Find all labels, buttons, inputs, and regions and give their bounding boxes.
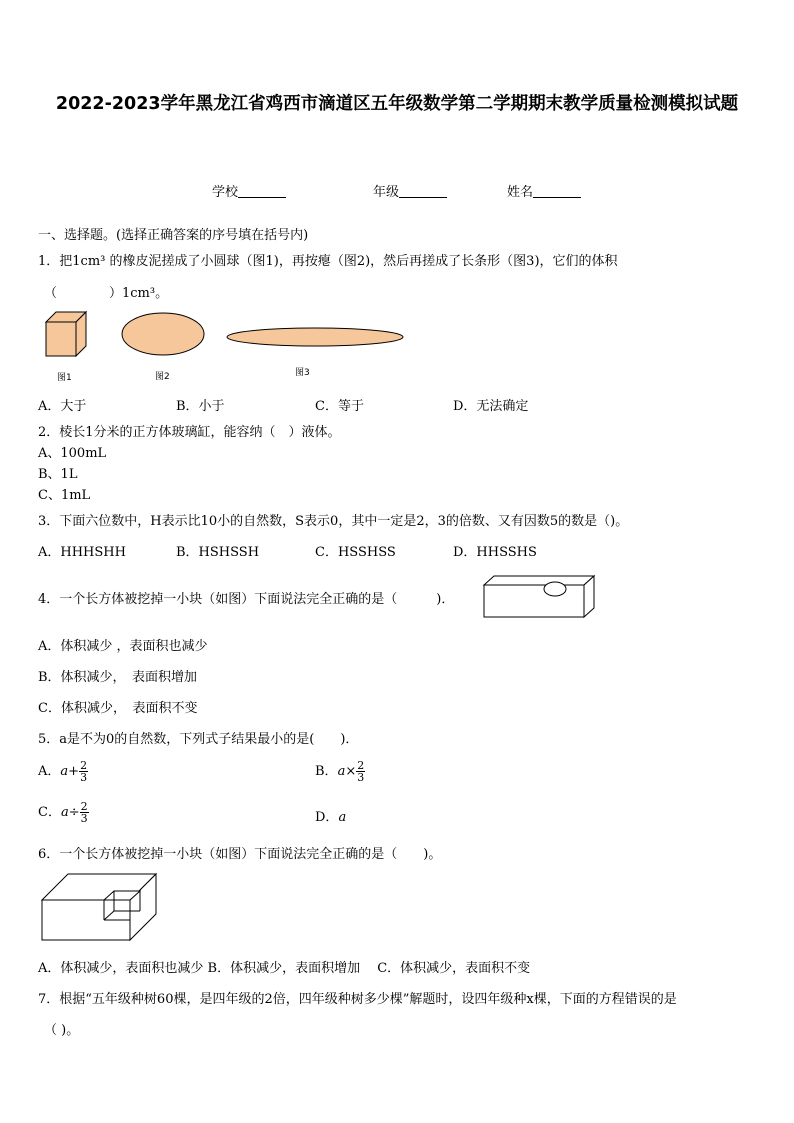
q2-option-b[interactable]: B、1L xyxy=(38,467,78,482)
q3-option-b[interactable]: B．HSHSSH xyxy=(176,545,260,560)
name-field xyxy=(507,181,581,200)
q5-c-label: C． xyxy=(38,805,61,820)
q4-option-a[interactable]: A．体积减少 ，表面积也减少 xyxy=(38,639,208,654)
q5-a-fraction: $\frac{2}{3}$ xyxy=(80,759,88,784)
school-blank[interactable] xyxy=(238,185,286,198)
q5-a-op: + xyxy=(68,764,80,779)
q1-option-a[interactable]: A．大于 xyxy=(38,399,87,414)
q2-option-a[interactable]: A、100mL xyxy=(38,446,107,461)
q5-b-op: × xyxy=(345,764,357,779)
q4-figure-box xyxy=(484,575,596,619)
section-heading: 一、选择题。(选择正确答案的序号填在括号内) xyxy=(38,228,309,243)
page-title: 2022-2023学年黑龙江省鸡西市滴道区五年级数学第二学期期末教学质量检测模拟试题 xyxy=(55,94,739,114)
q5-c-var: a xyxy=(60,805,69,820)
q4-stem: 4．一个长方体被挖掉一小块（如图）下面说法完全正确的是（ )． xyxy=(38,592,455,607)
q1-fig3-label: 图3 xyxy=(295,368,310,378)
q4-option-b[interactable]: B．体积减少， 表面积增加 xyxy=(38,670,198,685)
q1-stem-cont: （ ）1cm³。 xyxy=(44,286,169,301)
q5-b-var: a xyxy=(337,764,346,779)
q1-fig1-label: 图1 xyxy=(57,373,72,383)
grade-blank[interactable] xyxy=(399,185,447,198)
name-label: 姓名 xyxy=(507,185,534,200)
q5-b-label: B． xyxy=(315,764,338,779)
q5-stem: 5．a是不为0的自然数，下列式子结果最小的是( )． xyxy=(38,732,359,747)
q5-c-op: ÷ xyxy=(68,805,80,820)
q7-stem: 7．根据“五年级种树60棵，是四年级的2倍，四年级种树多少棵”解题时，设四年级种x棵，下面的方程错误的是 xyxy=(38,992,677,1007)
q2-stem: 2．棱长1分米的正方体玻璃缸，能容纳（ ）液体。 xyxy=(38,425,341,440)
q5-c-fraction: $\frac{2}{3}$ xyxy=(80,800,88,825)
q1-figure-cube xyxy=(46,312,86,358)
q4-option-c[interactable]: C．体积减少， 表面积不变 xyxy=(38,701,198,716)
q5-option-b[interactable] xyxy=(315,760,365,783)
q1-option-d[interactable]: D．无法确定 xyxy=(453,399,529,414)
q5-option-d[interactable] xyxy=(315,806,346,825)
q6-stem: 6．一个长方体被挖掉一小块（如图）下面说法完全正确的是（ )。 xyxy=(38,847,442,862)
q6-options[interactable]: A．体积减少，表面积也减少 B．体积减少，表面积增加 C．体积减少，表面积不变 xyxy=(38,961,531,976)
q5-d-var: a xyxy=(338,810,347,825)
q1-figure-disk xyxy=(120,312,206,358)
q7-stem-cont: （ )。 xyxy=(44,1023,80,1038)
q6-figure-box xyxy=(42,873,158,943)
q5-b-fraction: $\frac{2}{3}$ xyxy=(357,759,365,784)
q1-figure-strip xyxy=(226,326,406,348)
q5-option-a[interactable] xyxy=(38,760,88,783)
q2-option-c[interactable]: C、1mL xyxy=(38,488,91,503)
name-blank[interactable] xyxy=(533,185,581,198)
q5-option-c[interactable] xyxy=(38,801,89,824)
q5-d-label: D． xyxy=(315,810,339,825)
q3-stem: 3．下面六位数中，H表示比10小的自然数，S表示0，其中一定是2，3的倍数、又有因数5的数是（)。 xyxy=(38,514,629,529)
school-label: 学校 xyxy=(212,185,239,200)
q3-option-d[interactable]: D．HHSSHS xyxy=(453,545,537,560)
grade-field xyxy=(373,181,447,200)
q3-option-a[interactable]: A．HHHSHH xyxy=(38,545,126,560)
q1-stem: 1．把1cm³ 的橡皮泥搓成了小圆球（图1)，再按瘪（图2)，然后再搓成了长条形（图3)，它们的体积 xyxy=(38,254,618,269)
q3-option-c[interactable]: C．HSSHSS xyxy=(315,545,396,560)
grade-label: 年级 xyxy=(373,185,400,200)
q1-option-b[interactable]: B．小于 xyxy=(176,399,225,414)
q1-fig2-label: 图2 xyxy=(155,372,170,382)
q1-option-c[interactable]: C．等于 xyxy=(315,399,364,414)
q5-a-label: A． xyxy=(38,764,61,779)
school-field xyxy=(212,181,286,200)
q5-a-var: a xyxy=(60,764,69,779)
